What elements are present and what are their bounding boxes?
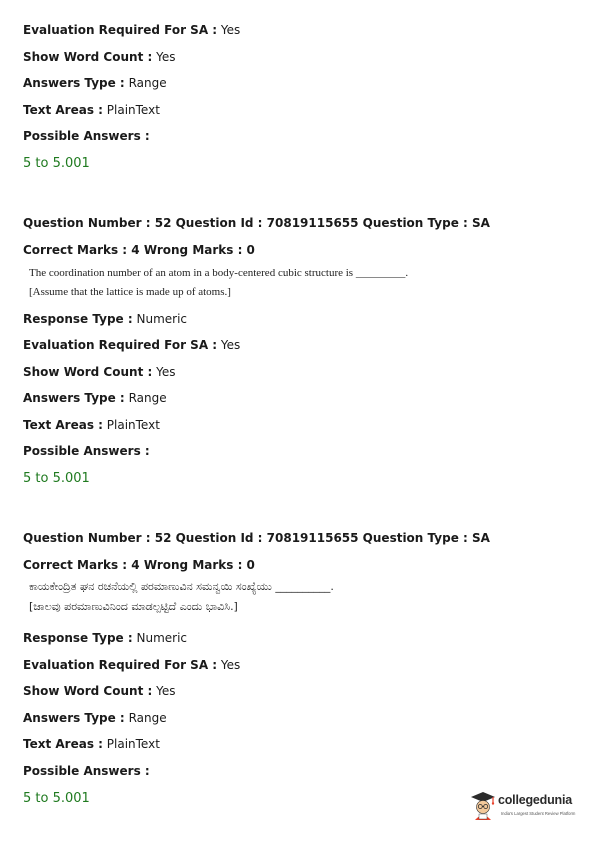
response-type-value: Numeric xyxy=(136,631,188,645)
possible-answers-label: Possible Answers : xyxy=(23,444,150,458)
possible-answers-label: Possible Answers : xyxy=(23,764,150,778)
word-count-label: Show Word Count : xyxy=(23,365,153,379)
possible-answers-row xyxy=(23,764,150,779)
marks-row xyxy=(23,558,255,573)
logo-tagline: India's Largest Student Review Platform xyxy=(501,811,576,816)
word-count-value: Yes xyxy=(156,50,176,64)
response-type-row xyxy=(23,631,187,646)
answers-type-value: Range xyxy=(128,711,167,725)
response-type-label: Response Type : xyxy=(23,312,133,326)
answers-type-label: Answers Type : xyxy=(23,711,125,725)
possible-answer-value: 5 to 5.001 xyxy=(23,156,90,171)
possible-answers-row xyxy=(23,444,150,459)
question-header xyxy=(23,531,490,546)
marks-row xyxy=(23,243,255,258)
text-areas-label: Text Areas : xyxy=(23,418,103,432)
question-text-line-2: [ಜಾಲವು ಪರಮಾಣುವಿನಿಂದ ಮಾಡಲ್ಪಟ್ಟಿದೆ ಎಂದು ಭಾವಿಸಿ.] xyxy=(29,600,238,613)
answers-type-row xyxy=(23,76,167,91)
possible-answers-row xyxy=(23,129,150,144)
eval-required-label: Evaluation Required For SA : xyxy=(23,23,218,37)
question-header-text: Question Number : 52 Question Id : 70819115655 Question Type : SA xyxy=(23,216,490,230)
text-areas-label: Text Areas : xyxy=(23,737,103,751)
eval-required-value: Yes xyxy=(220,23,241,37)
answers-type-value: Range xyxy=(128,391,167,405)
eval-required-value: Yes xyxy=(220,338,241,352)
word-count-row xyxy=(23,365,175,380)
possible-answers-label: Possible Answers : xyxy=(23,129,150,143)
collegedunia-logo[interactable] xyxy=(468,789,583,823)
question-header-text: Question Number : 52 Question Id : 70819115655 Question Type : SA xyxy=(23,531,490,545)
text-areas-row xyxy=(23,737,160,752)
answers-type-row xyxy=(23,391,167,406)
text-areas-row xyxy=(23,103,160,118)
marks-text: Correct Marks : 4 Wrong Marks : 0 xyxy=(23,558,255,572)
eval-required-label: Evaluation Required For SA : xyxy=(23,658,218,672)
word-count-value: Yes xyxy=(156,365,176,379)
text-areas-value: PlainText xyxy=(106,737,160,751)
logo-name: collegedunia xyxy=(498,793,573,807)
text-areas-value: PlainText xyxy=(106,103,160,117)
eval-required-label: Evaluation Required For SA : xyxy=(23,338,218,352)
answers-type-value: Range xyxy=(128,76,167,90)
eval-required-row xyxy=(23,338,240,353)
response-type-value: Numeric xyxy=(136,312,188,326)
eval-required-value: Yes xyxy=(220,658,241,672)
question-text-line-2: [Assume that the lattice is made up of atoms.] xyxy=(29,286,231,298)
word-count-value: Yes xyxy=(156,684,176,698)
question-header xyxy=(23,216,490,231)
text-areas-row xyxy=(23,418,160,433)
answers-type-row xyxy=(23,711,167,726)
word-count-label: Show Word Count : xyxy=(23,50,153,64)
answers-type-label: Answers Type : xyxy=(23,391,125,405)
word-count-label: Show Word Count : xyxy=(23,684,153,698)
word-count-row xyxy=(23,684,175,699)
text-areas-value: PlainText xyxy=(106,418,160,432)
word-count-row xyxy=(23,50,175,65)
question-text-line-1: ಕಾಯಕೇಂದ್ರಿತ ಘನ ರಚನೆಯಲ್ಲಿ ಪರಮಾಣುವಿನ ಸಮನ್ವಯಿ ಸಂಖ್ಯೆಯು __________. xyxy=(29,580,334,593)
student-mascot-icon xyxy=(468,789,498,821)
possible-answer-value: 5 to 5.001 xyxy=(23,791,90,806)
answers-type-label: Answers Type : xyxy=(23,76,125,90)
question-text-line-1: The coordination number of an atom in a body-centered cubic structure is _________. xyxy=(29,267,409,279)
eval-required-row xyxy=(23,658,240,673)
response-type-label: Response Type : xyxy=(23,631,133,645)
eval-required-row xyxy=(23,23,240,38)
response-type-row xyxy=(23,312,187,327)
possible-answer-value: 5 to 5.001 xyxy=(23,471,90,486)
text-areas-label: Text Areas : xyxy=(23,103,103,117)
marks-text: Correct Marks : 4 Wrong Marks : 0 xyxy=(23,243,255,257)
